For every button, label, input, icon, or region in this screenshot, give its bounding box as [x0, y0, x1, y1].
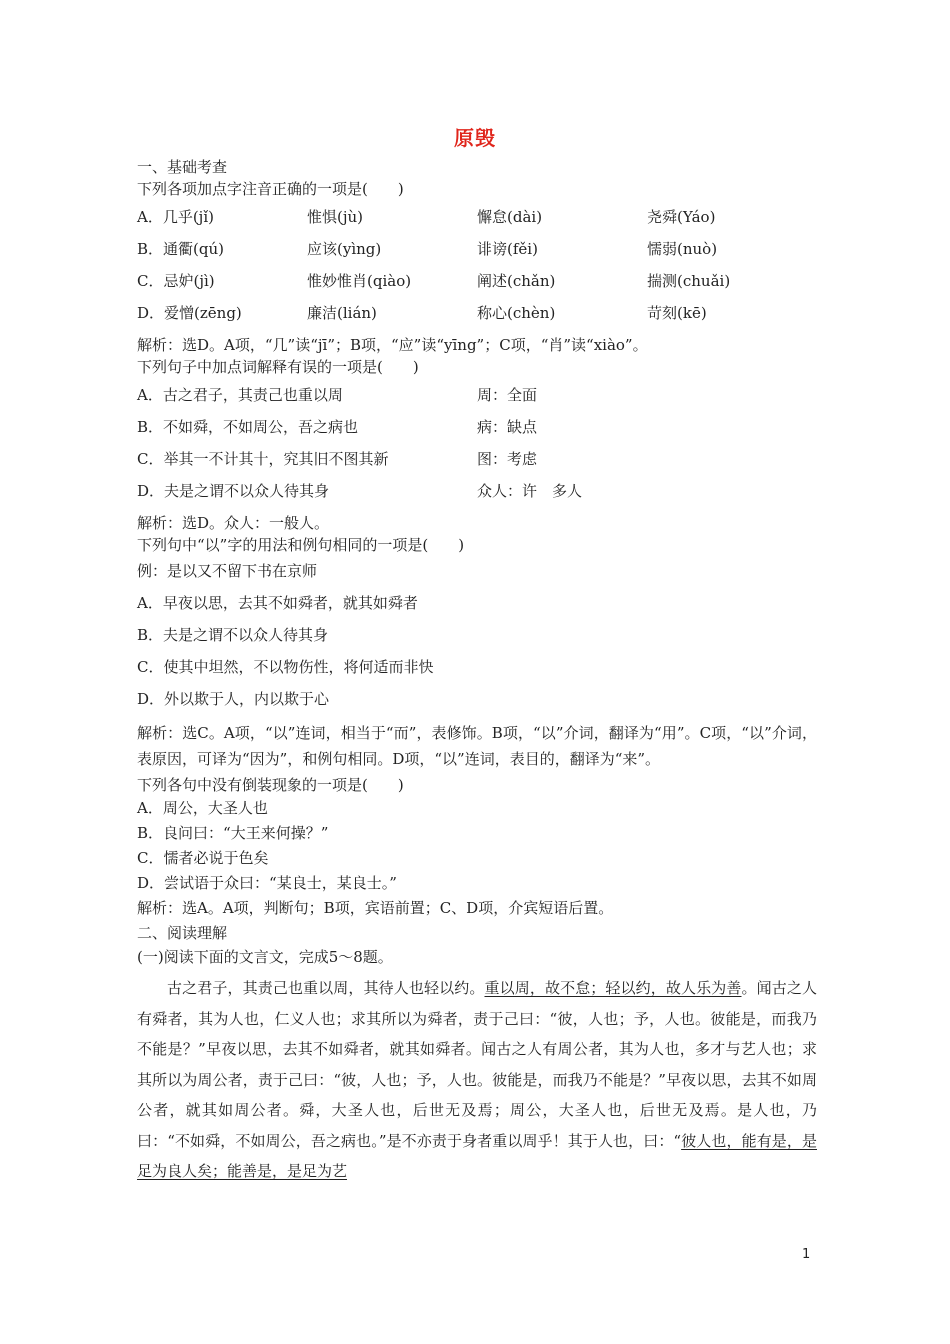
- question-2-row-d: [137, 476, 817, 508]
- question-4-option-c: C．懦者必说于色矣: [137, 849, 269, 867]
- page-number: 1: [802, 1247, 811, 1262]
- sentence: A．古之君子，其责己也重以周: [137, 386, 343, 404]
- choice-cell: 尧舜(Yáo): [647, 208, 716, 226]
- question-4-stem: 下列各句中没有倒装现象的一项是( ): [137, 776, 404, 794]
- question-3-analysis: 解析：选C。A项，“以”连词，相当于“而”，表修饰。B项，“以”介词，翻译为“用”。C项，“以”介词，表原因，可译为“因为”，和例句相同。D项，“以”连词，表目的，翻译为“来”。: [137, 724, 817, 768]
- choice-cell: 诽谤(fěi): [477, 240, 538, 258]
- underlined-sentence: 重以周，故不怠；轻以约，故人乐为善: [484, 979, 742, 997]
- question-2-analysis: 解析：选D。众人：一般人。: [137, 514, 330, 532]
- underlined-sentence: 彼人也，能有是，是足为良人矣；能善是，是足为艺: [137, 1131, 817, 1180]
- sentence: B．不如舜，不如周公，吾之病也: [137, 418, 359, 436]
- explanation: 周：全面: [477, 386, 538, 404]
- classical-passage: [137, 973, 817, 1187]
- explanation: 图：考虑: [477, 450, 538, 468]
- question-3-option-c: C．使其中坦然，不以物伤性，将何适而非快: [137, 658, 434, 676]
- question-4-option-d: D．尝试语于众曰：“某良士，某良士。”: [137, 874, 397, 892]
- section-heading-basics: 一、基础考查: [137, 158, 228, 176]
- choice-cell: A．几乎(jǐ): [137, 208, 214, 226]
- choice-cell: 廉洁(lián): [307, 304, 377, 322]
- choice-cell: 懈怠(dài): [477, 208, 543, 226]
- choice-cell: C．忌妒(jì): [137, 272, 215, 290]
- page-title: 原毁: [454, 126, 496, 150]
- question-1-row-a: [137, 202, 817, 234]
- choice-cell: B．通衢(qú): [137, 240, 224, 258]
- question-3-stem: 下列句中“以”字的用法和例句相同的一项是( ): [137, 536, 465, 554]
- choice-cell: 惟惧(jù): [307, 208, 364, 226]
- question-2-row-b: [137, 412, 817, 444]
- passage-text: 。闻古之人有舜者，其为人也，仁义人也；求其所以为舜者，责于己曰：“彼，人也；予，人也。彼能是，而我乃不能是？”早夜以思，去其不如舜者，就其如舜者。闻古之人有周公者，其为人也，多才与艺人也；求其所以为周公者，责于己曰：“彼，人也；予，人也。彼能是，而我乃不能是？”早夜以思，去其不如周公者，就其如周公者。舜，大圣人也，后世无及焉；周公，大圣人也，后世无及焉。是人也，乃曰：“不如舜，不如周公，吾之病也。”是不亦责于身者重以周乎！其于人也，曰：“: [137, 979, 817, 1150]
- question-3-example: 例：是以又不留下书在京师: [137, 562, 318, 580]
- reading-intro: (一)阅读下面的文言文，完成5～8题。: [137, 948, 393, 966]
- question-3-option-a: A．早夜以思，去其不如舜者，就其如舜者: [137, 594, 418, 612]
- choice-cell: 惟妙惟肖(qiào): [307, 272, 412, 290]
- question-3-option-b: B．夫是之谓不以众人待其身: [137, 626, 329, 644]
- choice-cell: 揣测(chuǎi): [647, 272, 731, 290]
- question-1-row-b: [137, 234, 817, 266]
- question-4-analysis: 解析：选A。A项，判断句；B项，宾语前置；C、D项，介宾短语后置。: [137, 899, 614, 917]
- choice-cell: 苛刻(kē): [647, 304, 707, 322]
- question-2-row-a: [137, 380, 817, 412]
- document-body: [137, 156, 817, 1187]
- question-2-stem: 下列句子中加点词解释有误的一项是( ): [137, 358, 419, 376]
- question-1-stem: 下列各项加点字注音正确的一项是( ): [137, 180, 404, 198]
- question-1-analysis: 解析：选D。A项，“几”读“jī”；B项，“应”读“yīng”；C项，“肖”读“xiào”。: [137, 336, 648, 354]
- question-4-option-a: A．周公，大圣人也: [137, 799, 268, 817]
- choice-cell: 称心(chèn): [477, 304, 556, 322]
- question-2-row-c: [137, 444, 817, 476]
- passage-text: 古之君子，其责己也重以周，其待人也轻以约。: [167, 979, 485, 997]
- question-3-option-d: D．外以欺于人，内以欺于心: [137, 690, 330, 708]
- sentence: C．举其一不计其十，究其旧不图其新: [137, 450, 389, 468]
- choice-cell: 阐述(chǎn): [477, 272, 556, 290]
- question-1-row-d: [137, 298, 817, 330]
- choice-cell: 应该(yìng): [307, 240, 382, 258]
- sentence: D．夫是之谓不以众人待其身: [137, 482, 330, 500]
- section-heading-reading: 二、阅读理解: [137, 924, 228, 942]
- choice-cell: D．爱憎(zēng): [137, 304, 242, 322]
- question-4-option-b: B．良问曰：“大王来何操？”: [137, 824, 329, 842]
- question-1-row-c: [137, 266, 817, 298]
- choice-cell: 懦弱(nuò): [647, 240, 718, 258]
- explanation: 病：缺点: [477, 418, 538, 436]
- explanation: 众人：许 多人: [477, 482, 583, 500]
